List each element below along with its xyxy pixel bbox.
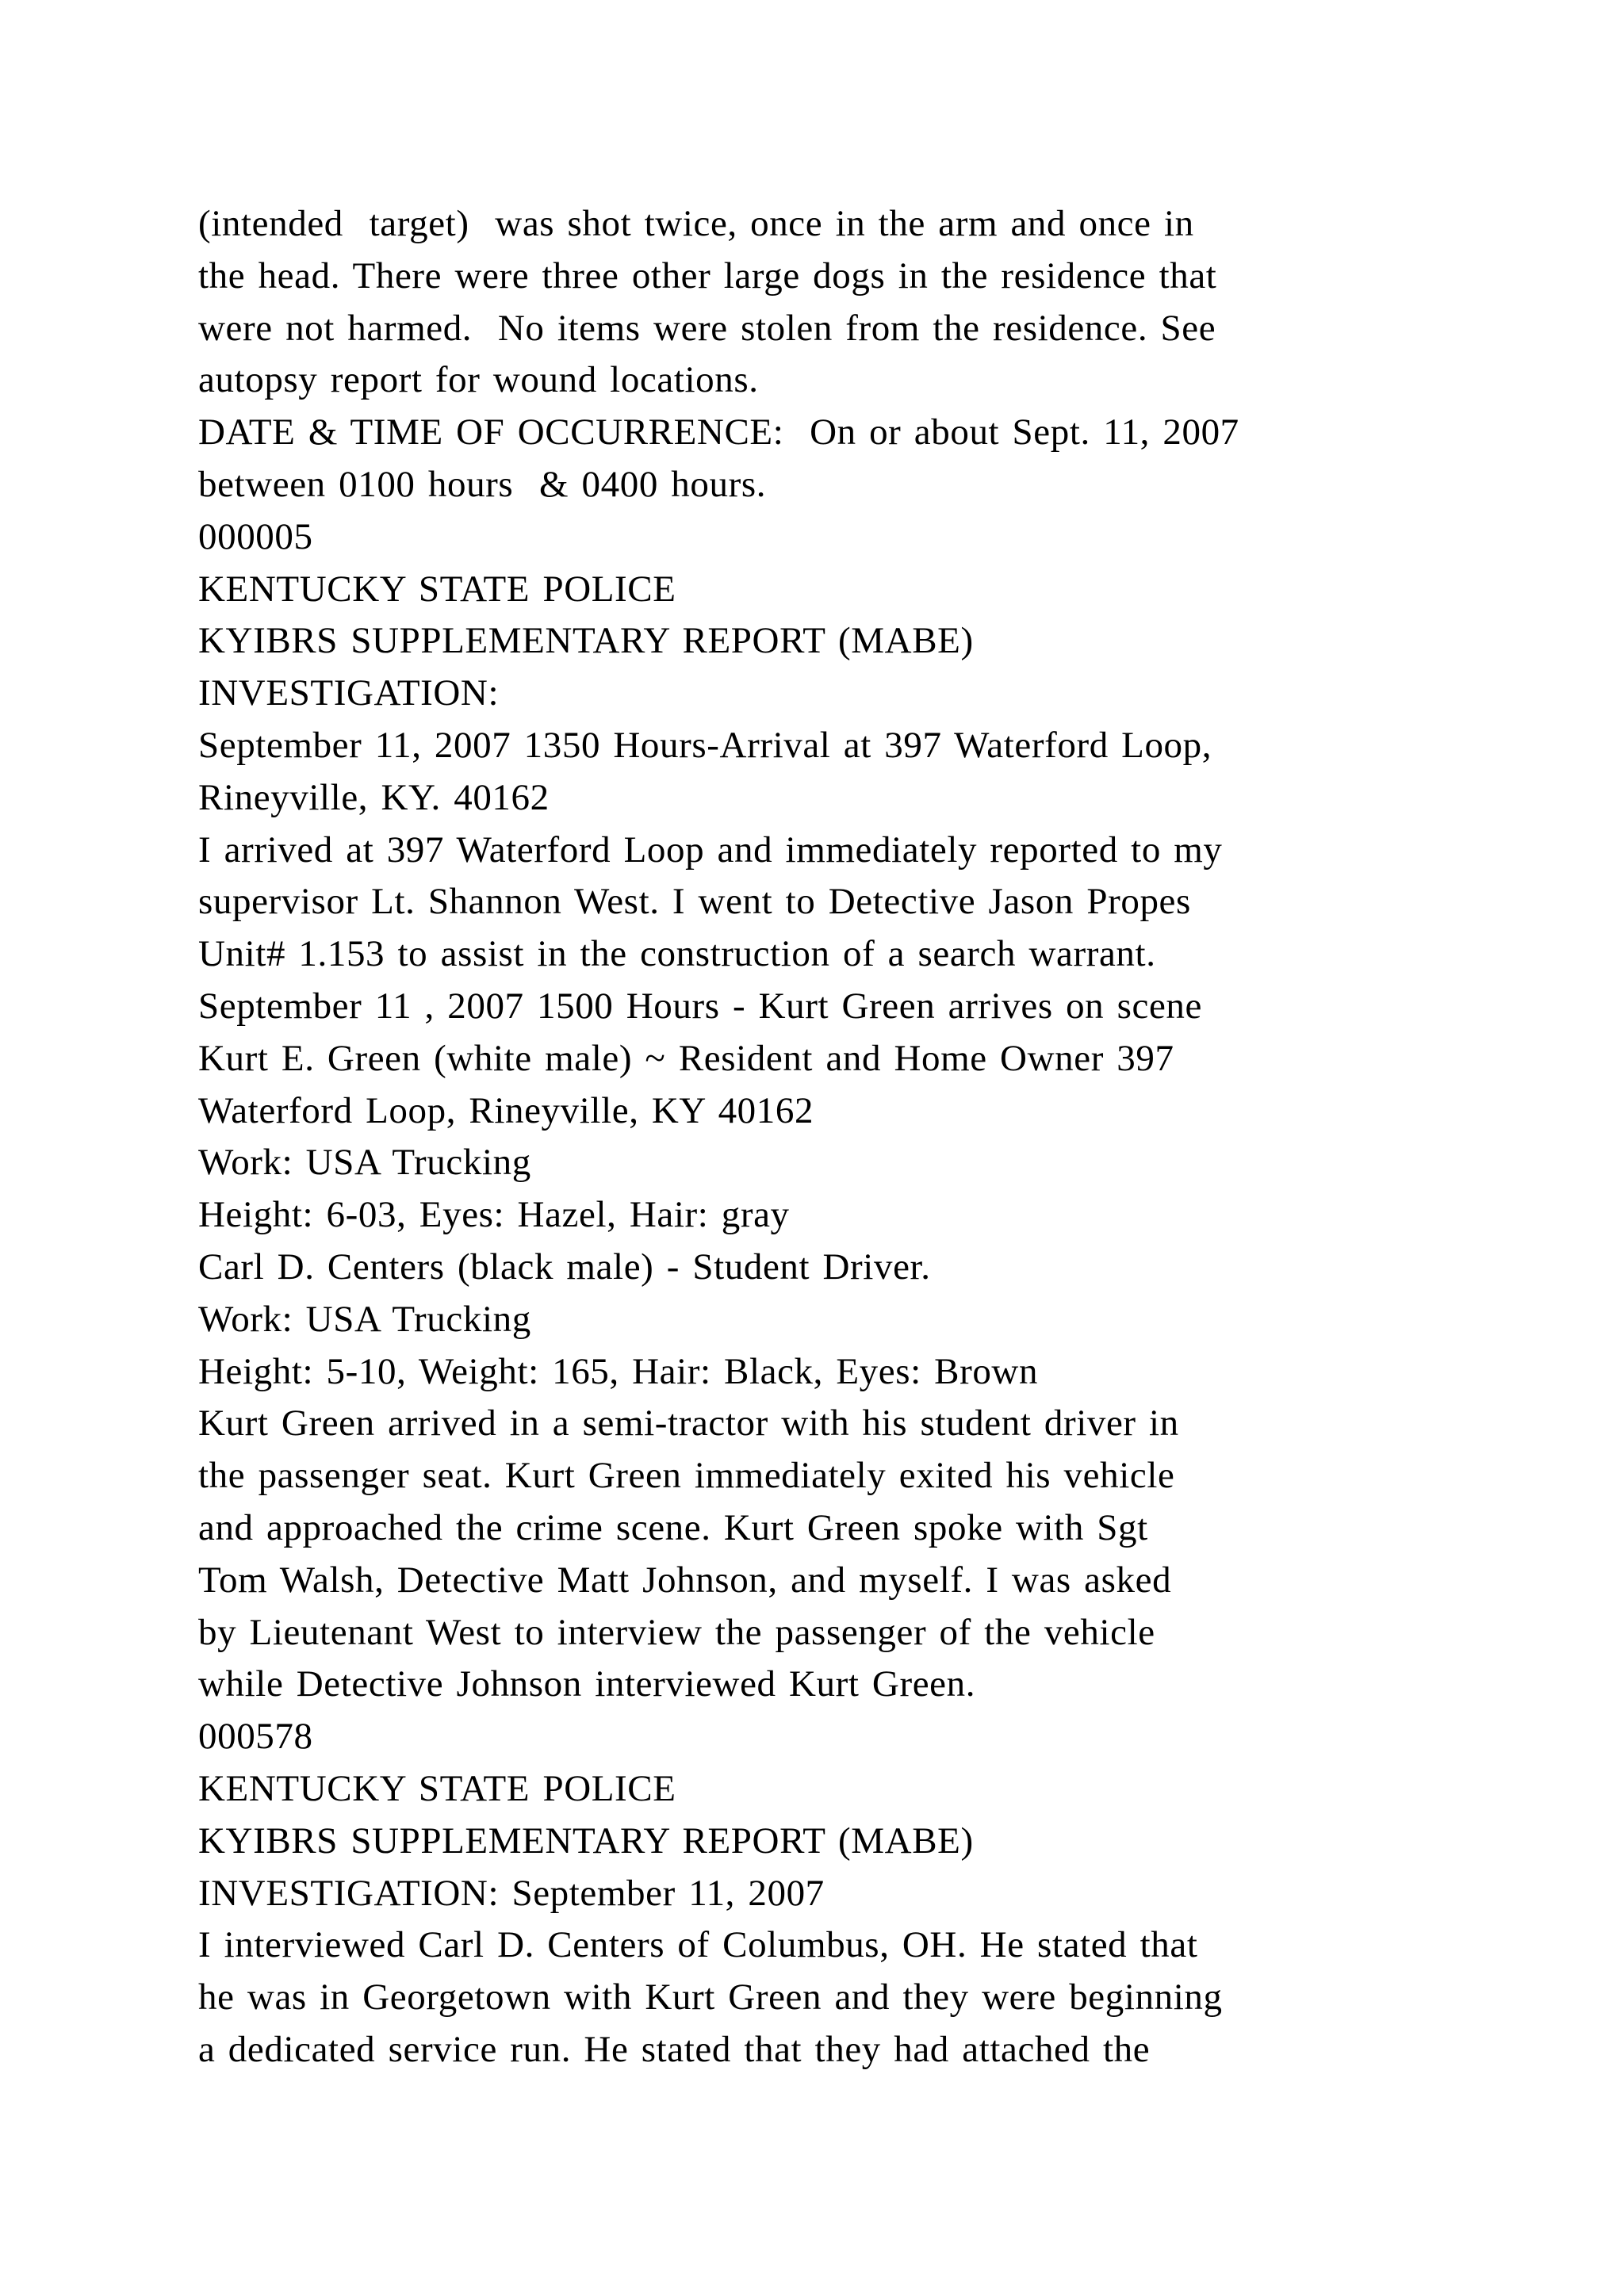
- text-line: (intended target) was shot twice, once in the arm and once in: [198, 203, 1194, 244]
- text-line: I arrived at 397 Waterford Loop and immediately reported to my: [198, 828, 1223, 871]
- report-title: KYIBRS SUPPLEMENTARY REPORT (MABE): [198, 1820, 974, 1862]
- text-line: Unit# 1.153 to assist in the construction of a search warrant.: [198, 933, 1156, 975]
- text-line: the passenger seat. Kurt Green immediately exited his vehicle: [198, 1455, 1175, 1497]
- text-line: between 0100 hours & 0400 hours.: [198, 463, 767, 505]
- text-line: DATE & TIME OF OCCURRENCE: On or about Sept. 11, 2007: [198, 411, 1239, 453]
- text-line: Carl D. Centers (black male) - Student Driver.: [198, 1246, 931, 1288]
- text-line: Kurt Green arrived in a semi-tractor with his student driver in: [198, 1402, 1179, 1445]
- text-line: Rineyville, KY. 40162: [198, 776, 550, 818]
- text-line: while Detective Johnson interviewed Kurt Green.: [198, 1663, 976, 1705]
- text-line: a dedicated service run. He stated that they had attached the: [198, 2028, 1151, 2070]
- agency-header: KENTUCKY STATE POLICE: [198, 568, 676, 610]
- section-heading: INVESTIGATION:: [198, 672, 500, 714]
- page-number: 000578: [198, 1716, 313, 1758]
- text-line: were not harmed. No items were stolen from the residence. See: [198, 307, 1216, 349]
- text-line: and approached the crime scene. Kurt Green spoke with Sgt: [198, 1506, 1148, 1548]
- text-line: autopsy report for wound locations.: [198, 359, 759, 401]
- text-line: by Lieutenant West to interview the passenger of the vehicle: [198, 1611, 1155, 1653]
- text-line: the head. There were three other large dogs in the residence that: [198, 254, 1217, 297]
- text-line: Tom Walsh, Detective Matt Johnson, and myself. I was asked: [198, 1559, 1172, 1601]
- text-line: Height: 6-03, Eyes: Hazel, Hair: gray: [198, 1194, 790, 1236]
- text-line: I interviewed Carl D. Centers of Columbus, OH. He stated that: [198, 1924, 1198, 1966]
- text-line: September 11, 2007 1350 Hours-Arrival at 397 Waterford Loop,: [198, 724, 1212, 766]
- text-line: Height: 5-10, Weight: 165, Hair: Black, Eyes: Brown: [198, 1350, 1039, 1392]
- text-line: Waterford Loop, Rineyville, KY 40162: [198, 1089, 814, 1131]
- text-line: September 11 , 2007 1500 Hours - Kurt Green arrives on scene: [198, 985, 1202, 1027]
- text-line: supervisor Lt. Shannon West. I went to Detective Jason Propes: [198, 881, 1191, 923]
- agency-header: KENTUCKY STATE POLICE: [198, 1767, 676, 1809]
- text-line: Work: USA Trucking: [198, 1298, 531, 1340]
- text-line: Work: USA Trucking: [198, 1142, 531, 1184]
- text-line: Kurt E. Green (white male) ~ Resident and Home Owner 397: [198, 1037, 1174, 1079]
- page-number: 000005: [198, 515, 313, 557]
- report-title: KYIBRS SUPPLEMENTARY REPORT (MABE): [198, 620, 974, 662]
- text-line: he was in Georgetown with Kurt Green and they were beginning: [198, 1976, 1223, 2019]
- document-body: [198, 198, 1451, 2076]
- section-heading: INVESTIGATION: September 11, 2007: [198, 1872, 825, 1914]
